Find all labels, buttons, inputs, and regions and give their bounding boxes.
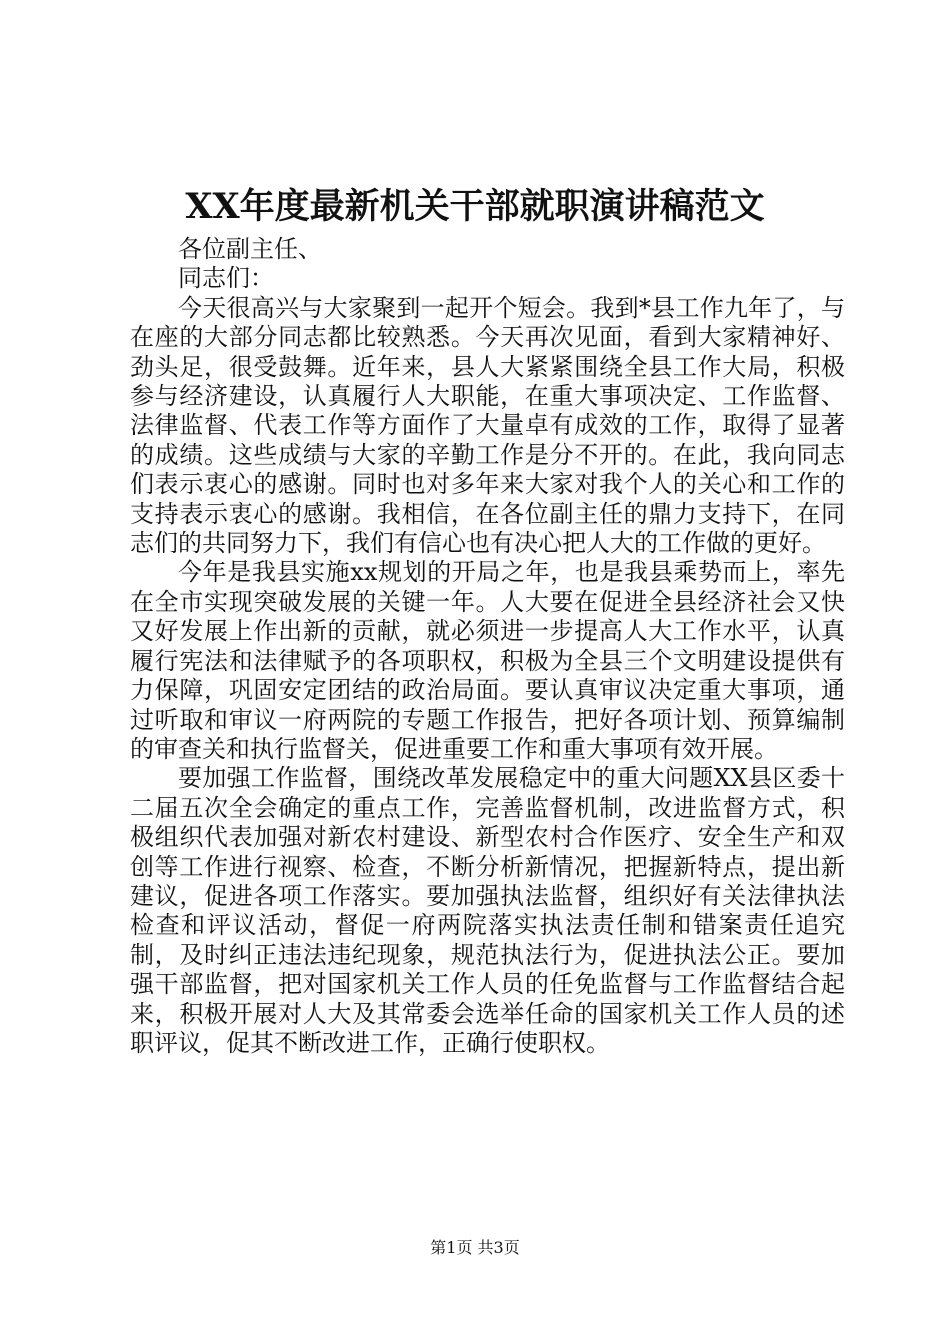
body-paragraph: 今年是我县实施xx规划的开局之年，也是我县乘势而上，率先在全市实现突破发展的关键一年。人大要在促进全县经济社会又快又好发展上作出新的贡献，就必须进一步提高人大工作水平，认真履行宪法和法律赋予的各项职权，积极为全县三个文明建设提供有力保障，巩固安定团结的政治局面。要认真审议决定重大事项，通过听取和审议一府两院的专题工作报告，把好各项计划、预算编制的审查关和执行监督关，促进重要工作和重大事项有效开展。 [130, 558, 845, 763]
salutation-line: 各位副主任、 [178, 235, 322, 263]
page-number-footer: 第1页 共3页 [430, 1238, 520, 1257]
salutation-line: 同志们： [178, 264, 274, 293]
body-paragraph: 要加强工作监督，围绕改革发展稳定中的重大问题XX县区委十二届五次全会确定的重点工作，完善监督机制，改进监督方式，积极组织代表加强对新农村建设、新型农村合作医疗、安全生产和双创等工作进行视察、检查，不断分析新情况，把握新特点，提出新建议，促进各项工作落实。要加强执法监督，组织好有关法律执法检查和评议活动，督促一府两院落实执法责任制和错案责任追究制，及时纠正违法违纪现象，规范执法行为，促进执法公正。要加强干部监督，把对国家机关工作人员的任免监督与工作监督结合起来，积极开展对人大及其常委会选举任命的国家机关工作人员的述职评议，促其不断改进工作，正确行使职权。 [130, 764, 845, 1057]
body-paragraph: 今天很高兴与大家聚到一起开个短会。我到*县工作九年了，与在座的大部分同志都比较熟悉。今天再次见面，看到大家精神好、劲头足，很受鼓舞。近年来，县人大紧紧围绕全县工作大局，积极参与经济建设，认真履行人大职能，在重大事项决定、工作监督、法律监督、代表工作等方面作了大量卓有成效的工作，取得了显著的成绩。这些成绩与大家的辛勤工作是分不开的。在此，我向同志们表示衷心的感谢。同时也对多年来大家对我个人的关心和工作的支持表示衷心的感谢。我相信，在各位副主任的鼎力支持下，在同志们的共同努力下，我们有信心也有决心把人大的工作做的更好。 [130, 293, 845, 558]
document-title: XX年度最新机关干部就职演讲稿范文 [185, 186, 765, 227]
document-body [130, 235, 845, 1058]
